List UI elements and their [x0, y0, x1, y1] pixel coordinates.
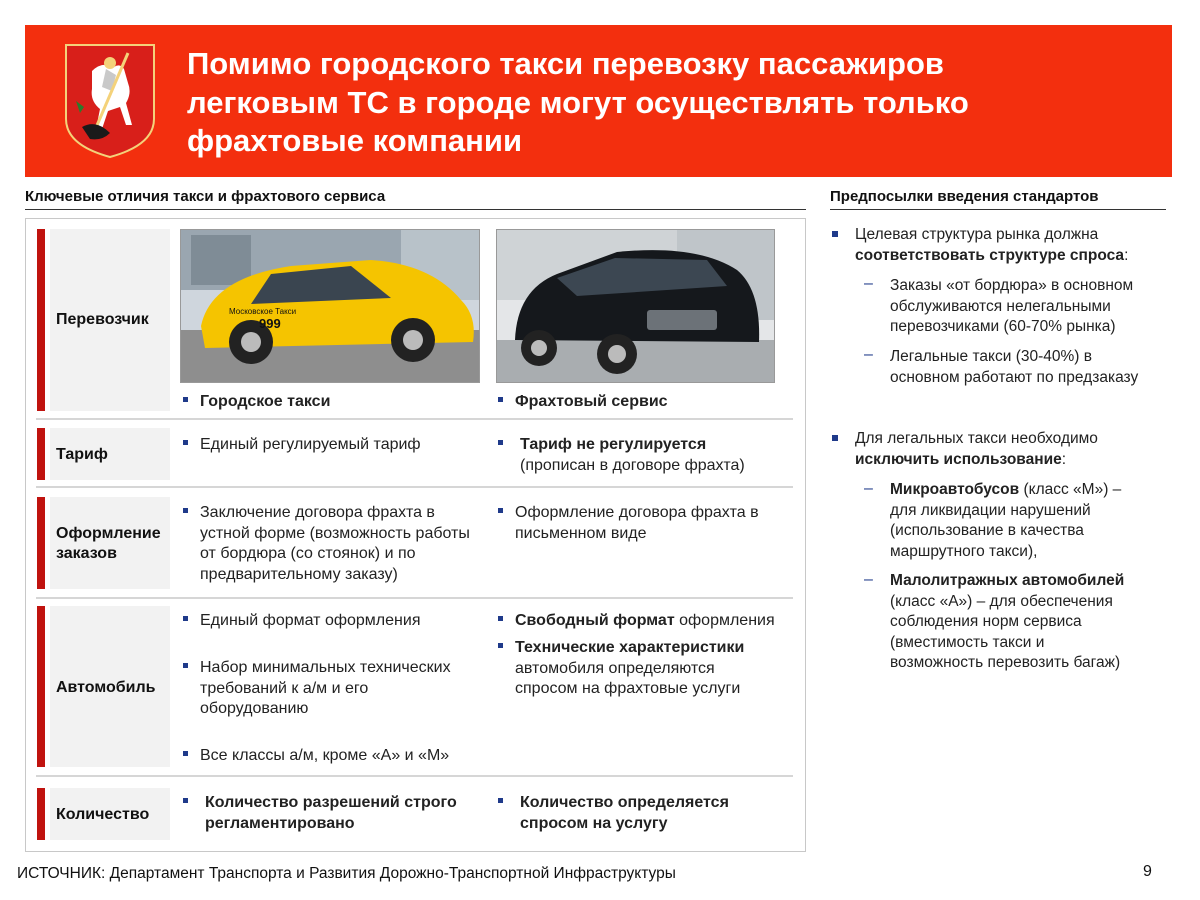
dash-icon: –: [864, 275, 873, 292]
charter-car-photo: [496, 229, 775, 383]
row-divider: [36, 486, 793, 488]
bullet-icon: [832, 435, 838, 441]
row-marker-bar: [37, 229, 45, 411]
bullet-icon: [183, 616, 188, 621]
bullet-icon: [183, 440, 188, 445]
taxi-car-classes-text: Все классы а/м, кроме «А» и «М»: [200, 747, 450, 764]
charter-car-format-text: Свободный формат оформления: [515, 612, 775, 629]
taxi-photo: [180, 229, 480, 383]
prerequisite-1-sub-2: Легальные такси (30-40%) в основном работают по предзаказу: [890, 348, 1139, 386]
left-section-title: Ключевые отличия такси и фрахтового сервиса: [25, 188, 806, 210]
taxi-orders-text: Заключение договора фрахта в устной форме (возможность работы от бордюра (со стоянок) и по предварительному заказу): [200, 504, 470, 583]
row-divider: [36, 775, 793, 777]
bullet-icon: [832, 231, 838, 237]
row-marker-bar: [37, 606, 45, 767]
row-divider: [36, 597, 793, 599]
dash-icon: –: [864, 571, 873, 588]
bullet-icon: [498, 643, 503, 648]
bullet-icon: [183, 751, 188, 756]
dash-icon: –: [864, 480, 873, 497]
charter-quantity-text: Количество определяется спросом на услугу: [520, 794, 729, 832]
source-note: ИСТОЧНИК: Департамент Транспорта и Развития Дорожно-Транспортной Инфраструктуры: [17, 865, 676, 882]
row-label-quantity: Количество: [56, 806, 150, 823]
taxi-door-text: Московское Такси: [229, 307, 297, 316]
row-label-orders: Оформление заказов: [56, 525, 161, 562]
bullet-icon: [183, 663, 188, 668]
prerequisite-1-sub-1: Заказы «от бордюра» в основном обслуживаются нелегальными перевозчиками (60-70% рынка): [890, 277, 1134, 335]
prerequisite-2: Для легальных такси необходимо исключить использование:: [855, 430, 1098, 468]
prerequisite-1: Целевая структура рынка должна соответствовать структуре спроса:: [855, 226, 1129, 264]
bullet-icon: [183, 508, 188, 513]
bullet-icon: [498, 616, 503, 621]
page-title: Помимо городского такси перевозку пассажиров легковым ТС в городе могут осуществлять только фрахтовые компании: [187, 46, 969, 158]
charter-car-tech-text: Технические характеристики автомобиля определяются спросом на фрахтовые услуги: [515, 639, 745, 697]
charter-tariff-text: Тариф не регулируется (прописан в договоре фрахта): [520, 436, 745, 474]
taxi-car-requirements-text: Набор минимальных технических требований к а/м и его оборудованию: [200, 659, 451, 717]
bullet-icon: [498, 397, 503, 402]
page-number: 9: [1143, 863, 1152, 880]
row-divider: [36, 418, 793, 420]
taxi-carrier-text: Городское такси: [200, 393, 331, 410]
row-label-car: Автомобиль: [56, 679, 156, 696]
prerequisite-2-sub-1: Микроавтобусов (класс «М») – для ликвидации нарушений (использование в качества маршрутного такси),: [890, 481, 1122, 560]
bullet-icon: [498, 798, 503, 803]
charter-orders-text: Оформление договора фрахта в письменном виде: [515, 504, 759, 542]
taxi-tariff-text: Единый регулируемый тариф: [200, 436, 421, 453]
bullet-icon: [183, 397, 188, 402]
row-label-carrier: Перевозчик: [56, 311, 149, 328]
header-banner: [25, 25, 1172, 177]
row-marker-bar: [37, 428, 45, 480]
row-label-tariff: Тариф: [56, 446, 108, 463]
charter-carrier-text: Фрахтовый сервис: [515, 393, 668, 410]
moscow-coat-of-arms-icon: [62, 41, 158, 159]
bullet-icon: [498, 508, 503, 513]
right-section-title: Предпосылки введения стандартов: [830, 188, 1166, 210]
prerequisite-2-sub-2: Малолитражных автомобилей (класс «А») – для обеспечения соблюдения норм сервиса (вместимость такси и возможность перевозить багаж): [890, 572, 1125, 671]
dash-icon: –: [864, 346, 873, 363]
bullet-icon: [498, 440, 503, 445]
taxi-car-format-text: Единый формат оформления: [200, 612, 421, 629]
row-marker-bar: [37, 788, 45, 840]
taxi-quantity-text: Количество разрешений строго регламентировано: [205, 794, 457, 832]
taxi-door-number: 999: [259, 316, 281, 331]
row-marker-bar: [37, 497, 45, 589]
bullet-icon: [183, 798, 188, 803]
